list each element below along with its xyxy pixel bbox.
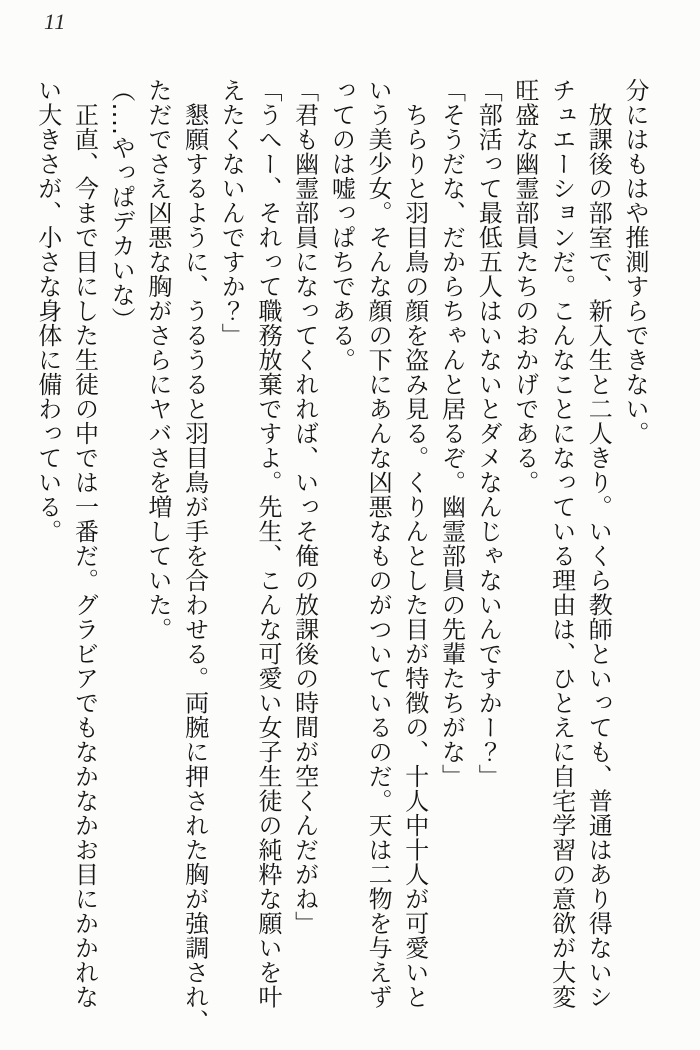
text-line-15: （‥‥やっぱデカいな） xyxy=(107,78,134,332)
text-line-13: 懇願するように、うるうると羽目鳥が手を合わせる。両腕に押された胸が強調され、 xyxy=(180,78,207,1034)
text-line-16: 正直、今まで目にした生徒の中では一番だ。グラビアでもなかなかお目にかかれな xyxy=(70,78,97,1009)
text-line-5: 「部活って最低五人はいないとダメなんじゃないんですかー？」 xyxy=(474,78,501,789)
text-line-4: 旺盛な幽霊部員たちのおかげである。 xyxy=(510,78,537,495)
text-line-11: 「うへー、それって職務放棄ですよ。先生、こんな可愛い女子生徒の純粋な願いを叶 xyxy=(253,78,280,1009)
page-number: 11 xyxy=(44,9,67,34)
text-line-14: ただでさえ凶悪な胸がさらにヤバさを増していた。 xyxy=(143,78,170,642)
text-line-12: えたくないんですか？」 xyxy=(217,78,244,348)
text-line-6: 「そうだな、だからちゃんと居るぞ。幽霊部員の先輩たちがな」 xyxy=(437,78,464,789)
text-line-2: 放課後の部室で、新入生と二人きり。いくら教師といっても、普通はあり得ないシ xyxy=(584,78,611,1009)
text-line-9: ってのは嘘っぱちである。 xyxy=(327,78,354,372)
text-line-17: い大きさが、小さな身体に備わっている。 xyxy=(33,78,60,544)
text-line-3: チュエーションだ。こんなことになっている理由は、ひとえに自宅学習の意欲が大変 xyxy=(547,78,574,1009)
text-line-7: ちらりと羽目鳥の顔を盗み見る。くりんとした目が特徴の、十人中十人が可愛いと xyxy=(400,78,427,1009)
text-columns xyxy=(28,78,652,1034)
text-line-1: 分にはもはや推測すらできない。 xyxy=(621,78,647,446)
text-line-10: 「君も幽霊部員になってくれれば、いっそ俺の放課後の時間が空くんだがね」 xyxy=(290,78,317,936)
text-line-8: いう美少女。そんな顔の下にあんな凶悪なものがついているのだ。天は二物を与えず xyxy=(364,78,391,1009)
